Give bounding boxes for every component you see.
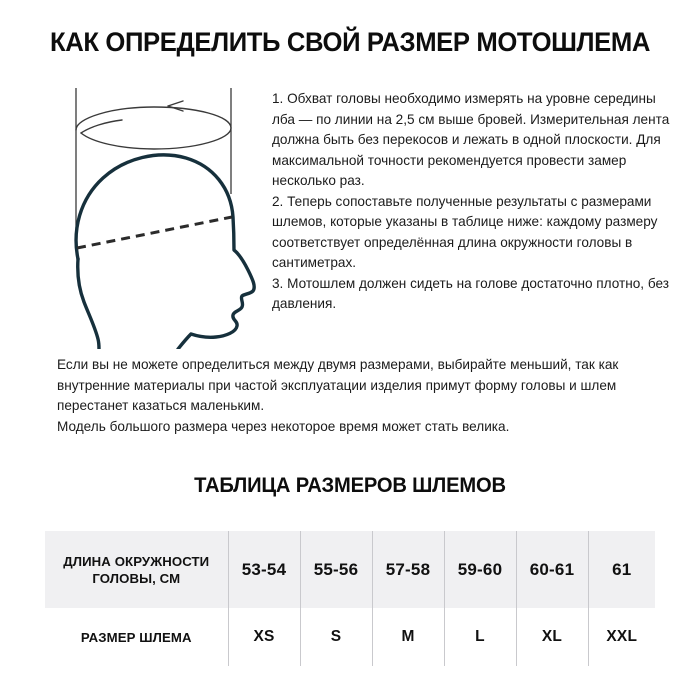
- row-label-circumference: ДЛИНА ОКРУЖНОСТИ ГОЛОВЫ, СМ: [63, 553, 210, 586]
- cell-circumference-xxl: 61: [588, 531, 655, 608]
- note-paragraph-1: Если вы не можете определиться между двумя размерами, выбирайте меньший, так как внутренние материалы при частой эксплуатации изделия примут форму головы и шлем перестанет казаться маленьким.: [57, 357, 619, 413]
- head-outline-back: [78, 259, 99, 349]
- note-paragraph-2: Модель большого размера через некоторое время может стать велика.: [57, 418, 510, 434]
- table-row-helmet-size: [45, 608, 655, 666]
- circumference-dashed-line: [77, 217, 232, 248]
- cell-circumference-s: 55-56: [300, 531, 372, 608]
- instructions-list: [272, 89, 680, 315]
- cell-size-xxl: XXL: [588, 608, 655, 666]
- cell-circumference-m: 57-58: [372, 531, 444, 608]
- table-row-circumference: [45, 531, 655, 608]
- tape-direction-arrow-icon: [168, 101, 183, 111]
- helmet-size-table: [45, 531, 655, 666]
- cell-size-xl: XL: [516, 608, 588, 666]
- tape-end: [81, 120, 122, 133]
- sizing-advice-note: [57, 355, 657, 437]
- head-outline-front: [76, 155, 254, 349]
- cell-circumference-xs: 53-54: [228, 531, 300, 608]
- row-label-helmet-size: РАЗМЕР ШЛЕМА: [80, 629, 192, 645]
- cell-circumference-xl: 60-61: [516, 531, 588, 608]
- instruction-item-3: 3. Мотошлем должен сидеть на голове достаточно плотно, без давления.: [272, 275, 669, 311]
- cell-size-l: L: [444, 608, 516, 666]
- tape-ellipse: [76, 107, 231, 149]
- cell-size-s: S: [300, 608, 372, 666]
- page-title: КАК ОПРЕДЕЛИТЬ СВОЙ РАЗМЕР МОТОШЛЕМА: [49, 27, 651, 57]
- size-table-heading: ТАБЛИЦА РАЗМЕРОВ ШЛЕМОВ: [194, 474, 506, 497]
- instruction-item-1: 1. Обхват головы необходимо измерять на уровне середины лба — по линии на 2,5 см выше бровей. Измерительная лента должна быть без перекосов и лежать в одной плоскости. Для максимальной точности рекомендуется провести замер несколько раз.: [272, 91, 670, 188]
- instruction-item-2: 2. Теперь сопоставьте полученные результаты с размерами шлемов, которые указаны в таблице ниже: каждому размеру соответствует определённая длина окружности головы в сантиметрах.: [272, 193, 658, 270]
- cell-size-xs: XS: [228, 608, 300, 666]
- cell-circumference-l: 59-60: [444, 531, 516, 608]
- cell-size-m: M: [372, 608, 444, 666]
- head-measurement-illustration: [50, 84, 275, 349]
